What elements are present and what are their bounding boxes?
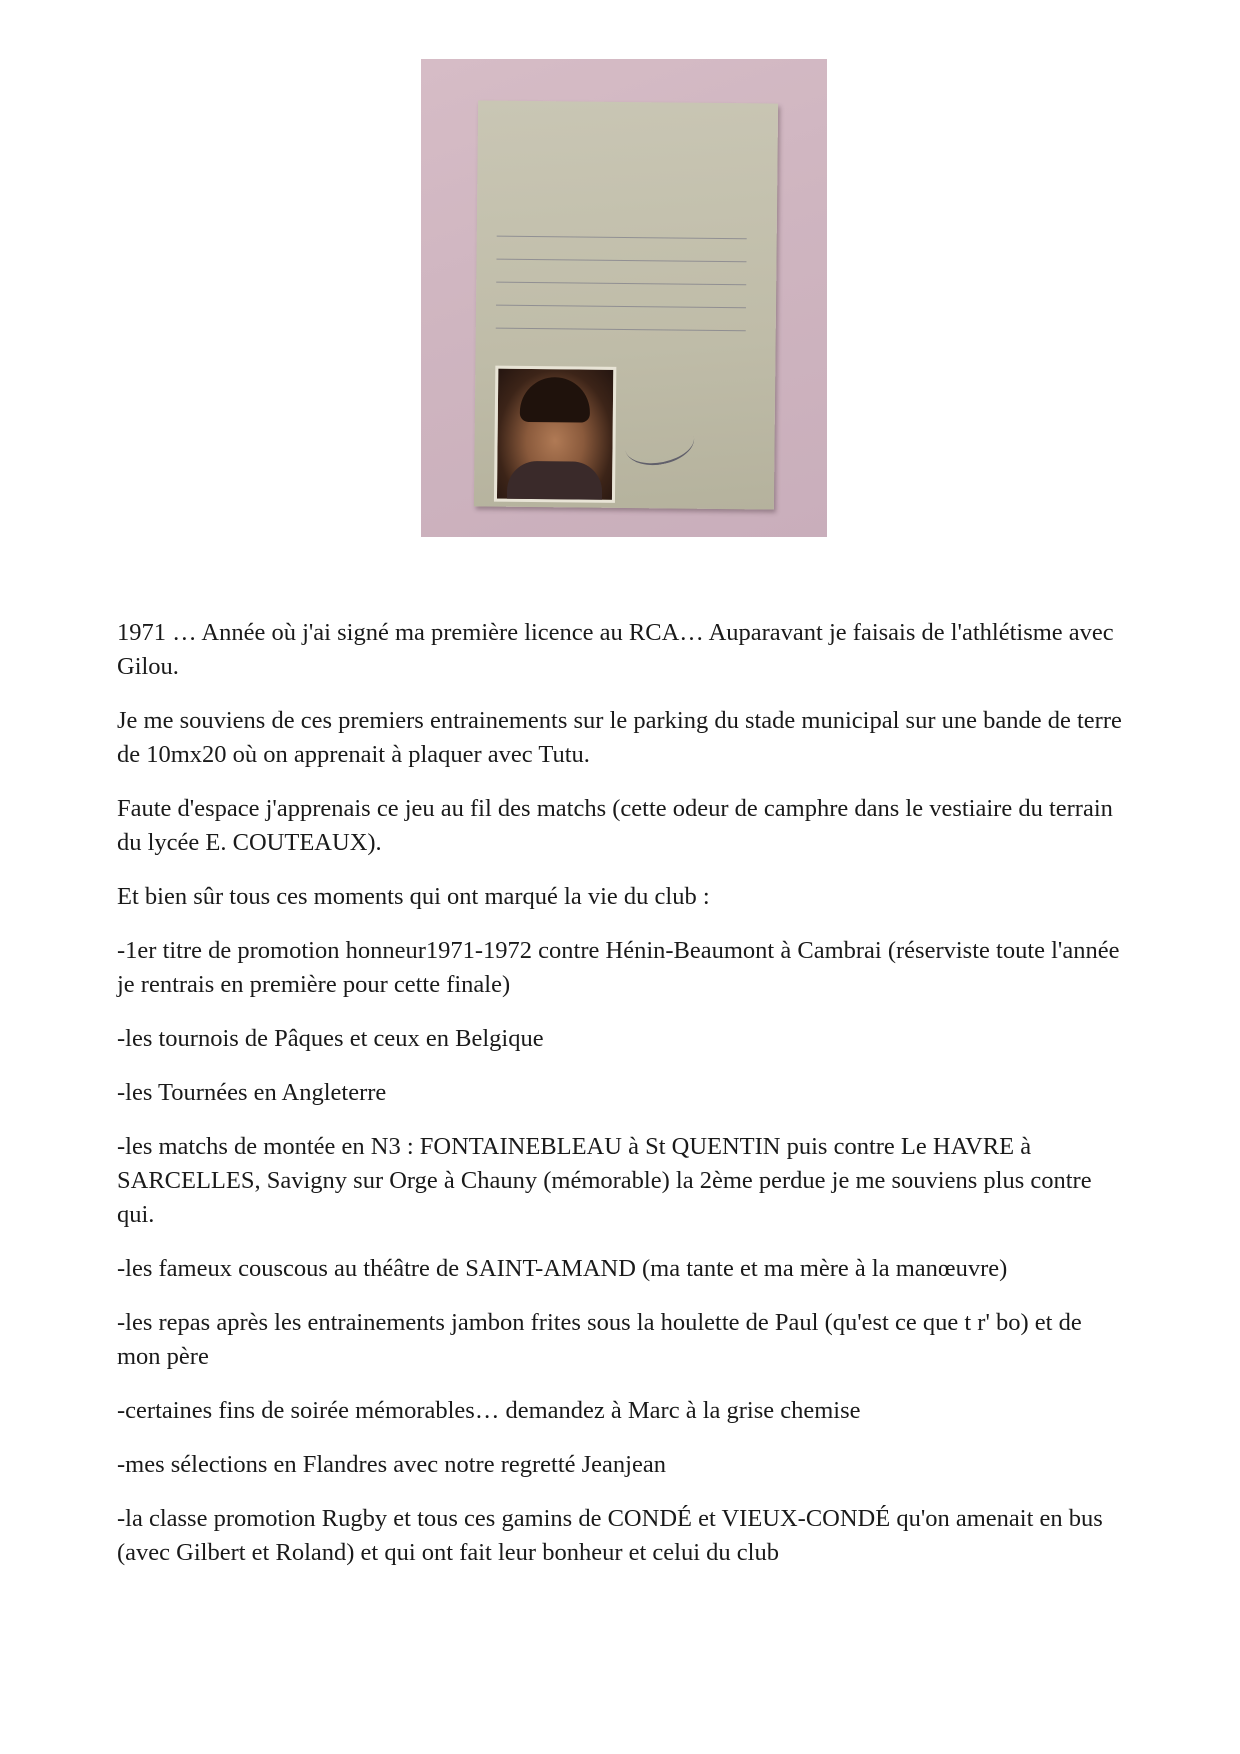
- paragraph: -les repas après les entrainements jambon frites sous la houlette de Paul (qu'est ce que t r' bo) et de mon père: [117, 1309, 1082, 1370]
- licence-card-photo: [421, 59, 827, 537]
- paragraph: -les fameux couscous au théâtre de SAINT-AMAND (ma tante et ma mère à la manœuvre): [117, 1255, 1008, 1282]
- portrait-image: [494, 366, 616, 503]
- memoir-text: [117, 616, 1127, 1590]
- portrait-hair: [520, 377, 590, 423]
- paragraph: Et bien sûr tous ces moments qui ont marqué la vie du club :: [117, 883, 710, 910]
- card-line: [497, 236, 747, 240]
- paragraph: -certaines fins de soirée mémorables… demandez à Marc à la grise chemise: [117, 1397, 861, 1424]
- card-line: [496, 328, 746, 332]
- paragraph: -1er titre de promotion honneur1971-1972 contre Hénin-Beaumont à Cambrai (réserviste toute l'année je rentrais en première pour cette finale): [117, 937, 1120, 998]
- paragraph: Faute d'espace j'apprenais ce jeu au fil des matchs (cette odeur de camphre dans le vestiaire du terrain du lycée E. COUTEAUX).: [117, 795, 1113, 856]
- paragraph: -les Tournées en Angleterre: [117, 1079, 387, 1106]
- signature-mark: [621, 416, 698, 471]
- card-line: [496, 259, 746, 263]
- paragraph: -la classe promotion Rugby et tous ces gamins de CONDÉ et VIEUX-CONDÉ qu'on amenait en bus (avec Gilbert et Roland) et qui ont fait leur bonheur et celui du club: [117, 1505, 1103, 1566]
- portrait-body: [507, 461, 602, 500]
- paragraph: -les tournois de Pâques et ceux en Belgique: [117, 1025, 544, 1052]
- rugby-licence-card: [474, 100, 778, 509]
- paragraph: 1971 … Année où j'ai signé ma première licence au RCA… Auparavant je faisais de l'athlétisme avec Gilou.: [117, 619, 1114, 680]
- card-line: [496, 282, 746, 286]
- paragraph: -les matchs de montée en N3 : FONTAINEBLEAU à St QUENTIN puis contre Le HAVRE à SARCELLES, Savigny sur Orge à Chauny (mémorable) la 2ème perdue je me souviens plus contre qui.: [117, 1133, 1092, 1228]
- card-line: [496, 305, 746, 309]
- paragraph: -mes sélections en Flandres avec notre regretté Jeanjean: [117, 1451, 666, 1478]
- paragraph: Je me souviens de ces premiers entrainements sur le parking du stade municipal sur une bande de terre de 10mx20 où on apprenait à plaquer avec Tutu.: [117, 707, 1122, 768]
